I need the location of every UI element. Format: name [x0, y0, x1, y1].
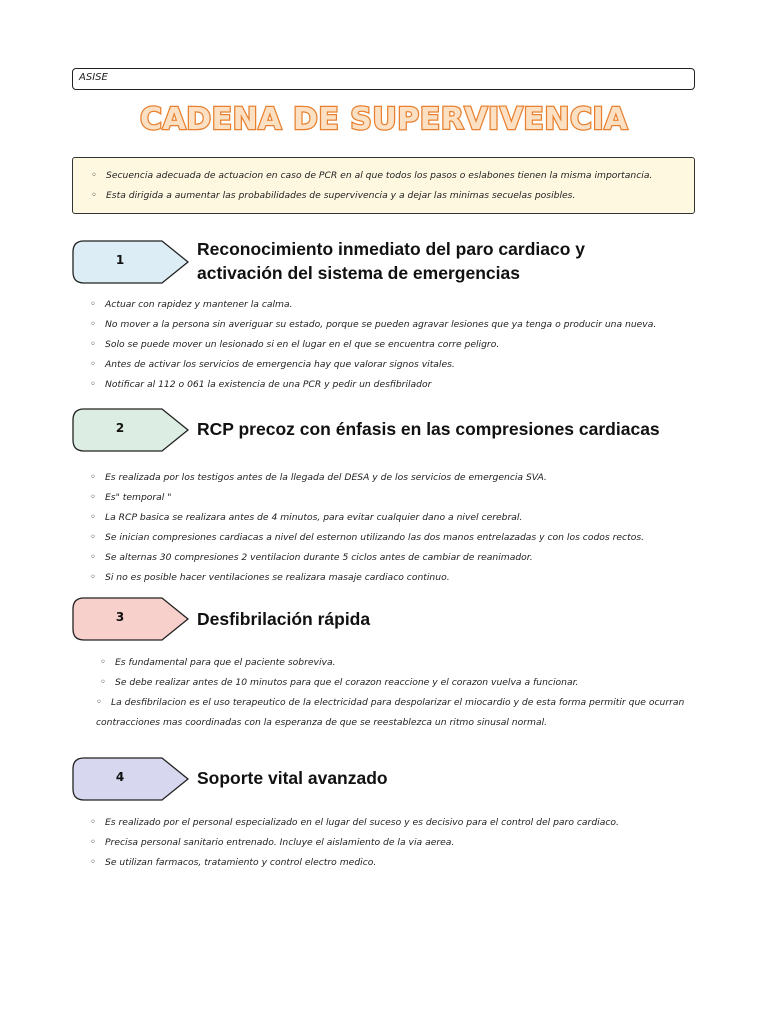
step-1-number: 1 [115, 253, 125, 267]
list-item: ◦ Notificar al 112 o 061 la existencia de una PCR y pedir un desfibrilador [90, 375, 700, 395]
list-item: ◦ Se inician compresiones cardiacas a nivel del esternon utilizando las dos manos entrelazadas y con los codos rectos. [90, 528, 700, 548]
list-item: ◦ No mover a la persona sin averiguar su estado, porque se pueden agravar lesiones que ya tenga o producir una nueva. [90, 315, 700, 335]
list-item: ◦ Es realizado por el personal especializado en el lugar del suceso y es decisivo para el control del paro cardiaco. [90, 813, 700, 833]
list-item: ◦ Actuar con rapidez y mantener la calma. [90, 295, 700, 315]
step-1-heading [197, 237, 585, 285]
step-3-number: 3 [115, 610, 125, 624]
step-3-heading: Desfibrilación rápida [197, 609, 371, 629]
list-item: ◦ Se debe realizar antes de 10 minutos para que el corazon reaccione y el corazon vuelva a funcionar. [100, 673, 696, 693]
step-2-list [90, 468, 700, 588]
list-item: ◦ Solo se puede mover un lesionado si en el lugar en el que se encuentra corre peligro. [90, 335, 700, 355]
intro-box [72, 157, 695, 214]
step-4-tag [72, 757, 190, 801]
intro-item: ◦ Esta dirigida a aumentar las probabilidades de supervivencia y a dejar las minimas secuelas posibles. [91, 186, 694, 206]
list-item: ◦ Es" temporal " [90, 488, 700, 508]
list-item: ◦ Es fundamental para que el paciente sobreviva. [100, 653, 696, 673]
step-4-number: 4 [115, 770, 125, 784]
step-1-heading-line: Reconocimiento inmediato del paro cardiaco y [197, 239, 586, 259]
step-2-heading: RCP precoz con énfasis en las compresiones cardiacas [197, 419, 660, 439]
list-item: ◦ Se utilizan farmacos, tratamiento y control electro medico. [90, 853, 700, 873]
list-item: ◦ Se alternas 30 compresiones 2 ventilacion durante 5 ciclos antes de cambiar de reanimador. [90, 548, 700, 568]
list-item: ◦ Antes de activar los servicios de emergencia hay que valorar signos vitales. [90, 355, 700, 375]
list-item: ◦ Precisa personal sanitario entrenado. Incluye el aislamiento de la via aerea. [90, 833, 700, 853]
header-label: ASISE [72, 68, 695, 90]
step-1-heading-line: activación del sistema de emergencias [197, 263, 520, 283]
page-title: CADENA DE SUPERVIVENCIA [140, 102, 628, 137]
list-item: ◦ La desfibrilacion es el uso terapeutico de la electricidad para despolarizar el miocardio y de esta forma permitir que ocurran contracciones mas coordinadas con la esperanza de que se reestablezca un ritmo sinusal normal. [96, 693, 696, 733]
step-3-list [96, 653, 696, 733]
step-2-tag [72, 408, 190, 452]
list-item: ◦ Es realizada por los testigos antes de la llegada del DESA y de los servicios de emergencia SVA. [90, 468, 700, 488]
step-2-number: 2 [115, 421, 125, 435]
list-item: ◦ La RCP basica se realizara antes de 4 minutos, para evitar cualquier dano a nivel cerebral. [90, 508, 700, 528]
step-3-tag [72, 597, 190, 641]
step-4-heading: Soporte vital avanzado [197, 768, 388, 788]
step-1-list [90, 295, 700, 395]
step-1-tag [72, 240, 190, 284]
list-item: ◦ Si no es posible hacer ventilaciones se realizara masaje cardiaco continuo. [90, 568, 700, 588]
intro-item: ◦ Secuencia adecuada de actuacion en caso de PCR en al que todos los pasos o eslabones tienen la misma importancia. [91, 166, 694, 186]
step-4-list [90, 813, 700, 873]
